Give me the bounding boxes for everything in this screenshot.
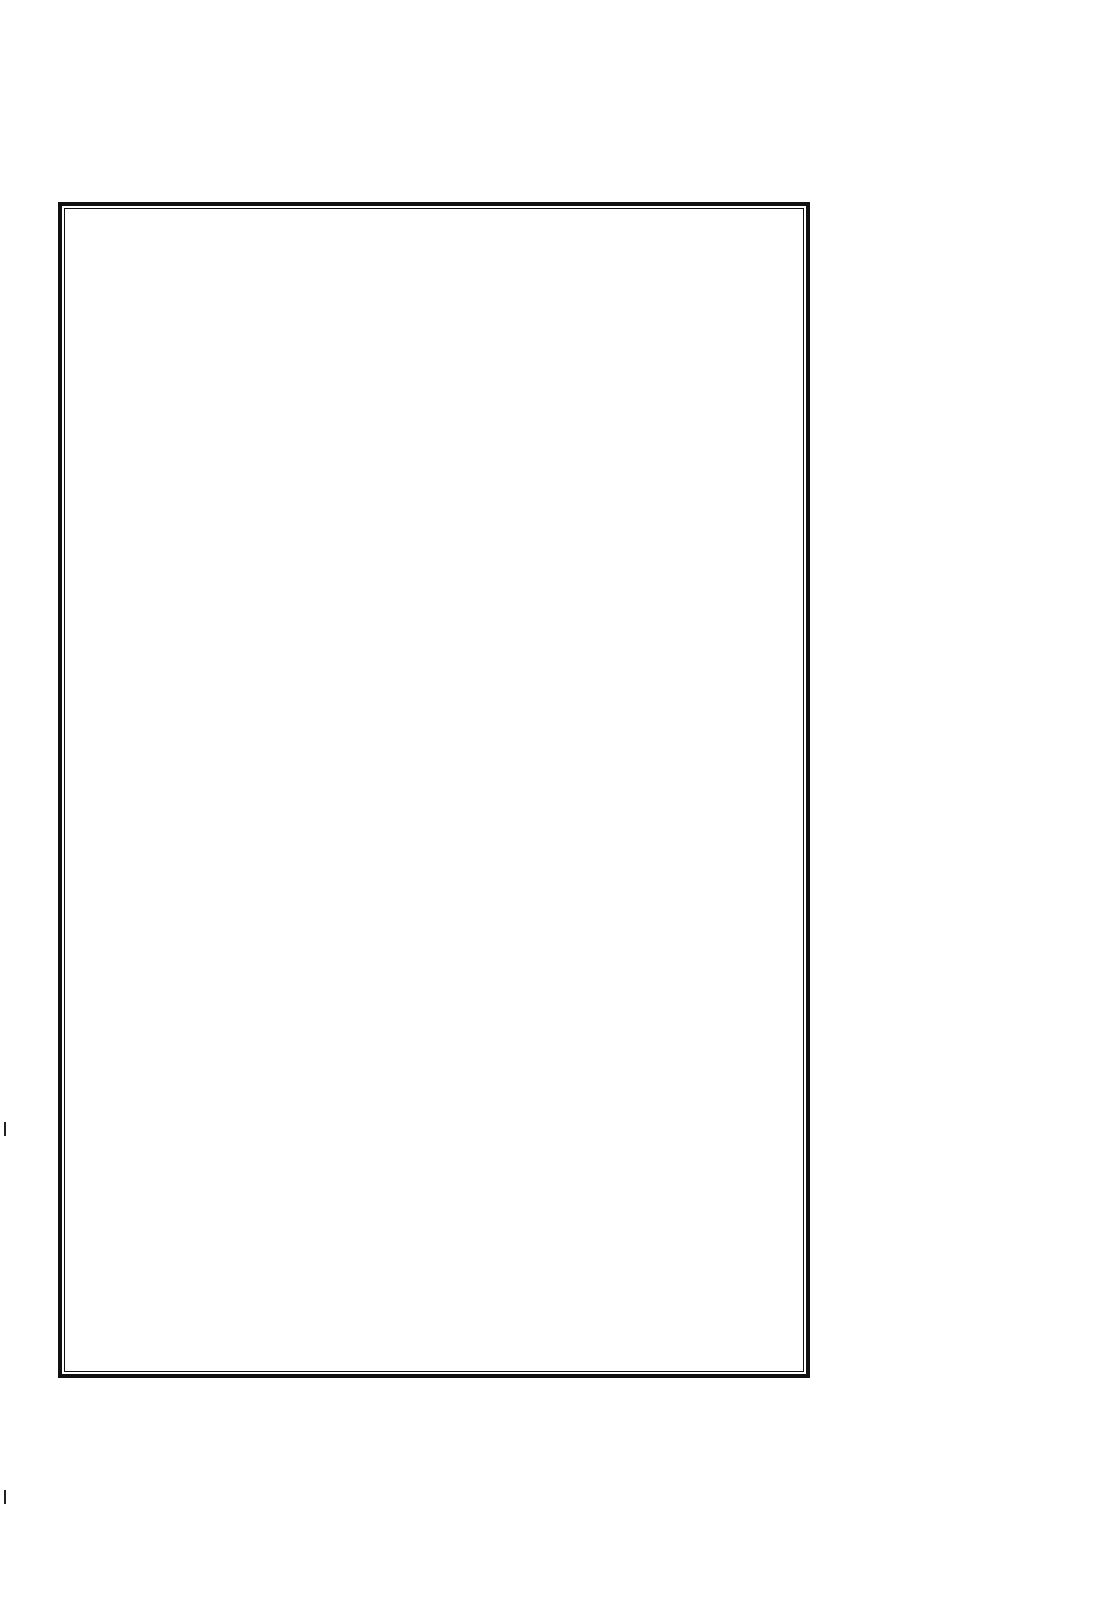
main-frame-inner-border: [64, 208, 804, 1372]
margin-mark: [4, 1490, 6, 1504]
margin-mark: [4, 1122, 6, 1136]
